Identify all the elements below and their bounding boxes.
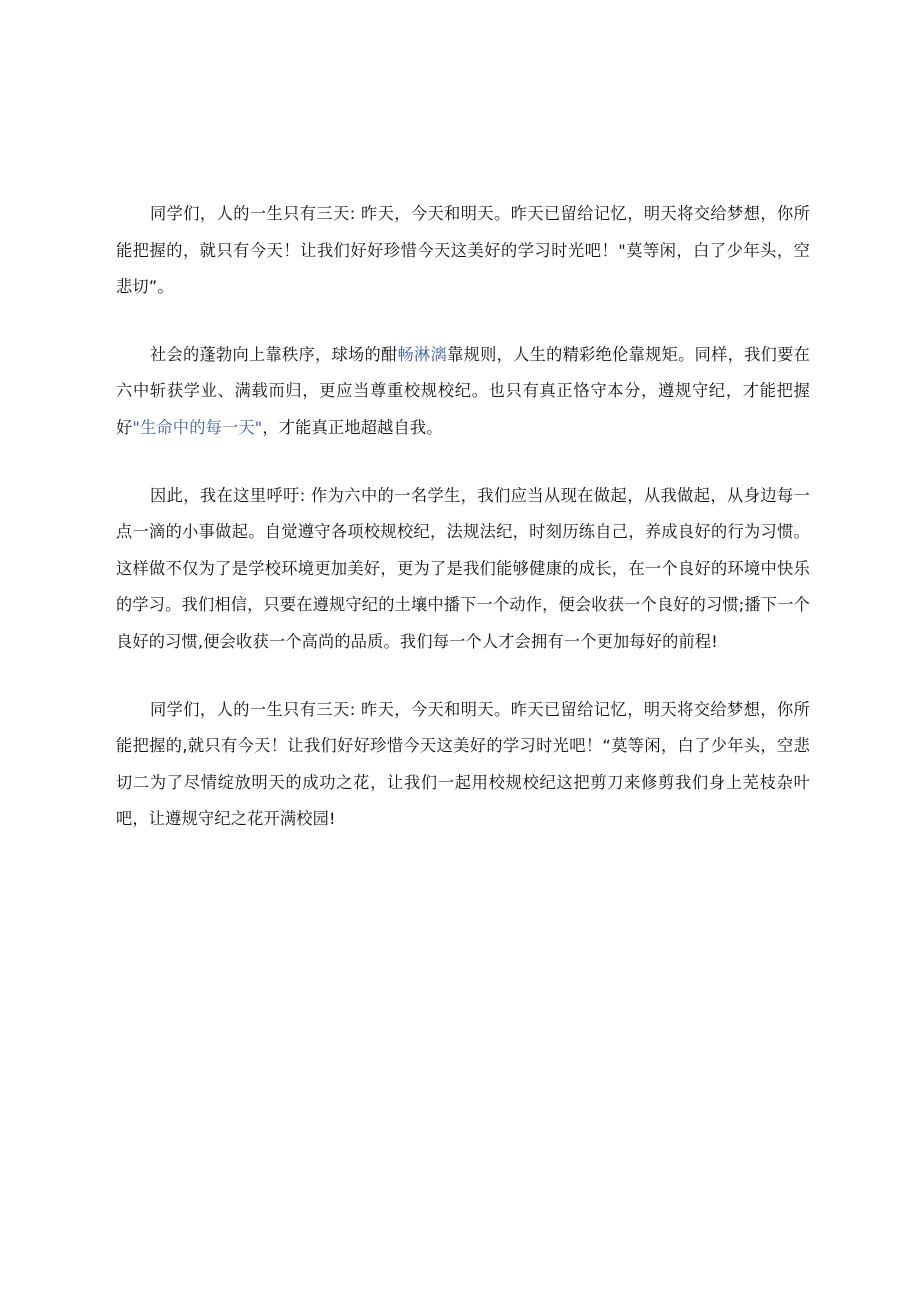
paragraph-3-text: 因此，我在这里呼吁: 作为六中的一名学生，我们应当从现在做起，从我做起，从身边每一点一滴的小事做起。自觉遵守各项校规校纪，法规法纪，时刻历练自己，养成良好的行为习惯。这样做不仅为了是学校环境更加美好，更为了是我们能够健康的成长，在一个良好的环境中快乐的学习。我们相信，只要在遵规守纪的土壤中播下一个动作，便会收获一个良好的习惯;播下一个良好的习惯,便会收获一个高尚的品质。我们每一个人才会拥有一个更加每好的前程! bbox=[116, 485, 810, 651]
paragraph-4-text: 同学们，人的一生只有三天: 昨天，今天和明天。昨天已留给记忆，明天将交给梦想，你所能把握的,就只有今天！让我们好好珍惜今天这美好的学习时光吧！“莫等闲，白了少年头，空悲切二为了尽情绽放明天的成功之花，让我们一起用校规校纪这把剪刀来修剪我们身上芜枝杂叶吧，让遵规守纪之花开满校园! bbox=[116, 699, 810, 829]
paragraph-2-text-b: 靠规则，人生的精彩绝伦靠规矩。同样，我们要在六中斩获学业、满载而归，更应当尊重校规校纪。也只有真正恪守本分，遵规守纪，才能把握好 bbox=[116, 344, 811, 437]
document-body bbox=[116, 196, 810, 869]
paragraph-2-highlight-b: "生命中的每一天" bbox=[132, 417, 263, 437]
paragraph-3 bbox=[116, 478, 810, 661]
paragraph-4 bbox=[116, 692, 810, 838]
paragraph-2-highlight-a: 畅淋漓 bbox=[397, 344, 448, 364]
paragraph-2-text-a: 社会的蓬勃向上靠秩序，球场的酣 bbox=[150, 344, 398, 364]
paragraph-1-text: 同学们，人的一生只有三天: 昨天，今天和明天。昨天已留给记忆，明天将交给梦想，你所能把握的，就只有今天！让我们好好珍惜今天这美好的学习时光吧！"莫等闲，白了少年头，空悲切”。 bbox=[116, 204, 810, 297]
paragraph-1 bbox=[116, 196, 810, 306]
paragraph-2 bbox=[116, 337, 810, 447]
paragraph-2-text-c: ，才能真正地超越自我。 bbox=[262, 417, 443, 437]
